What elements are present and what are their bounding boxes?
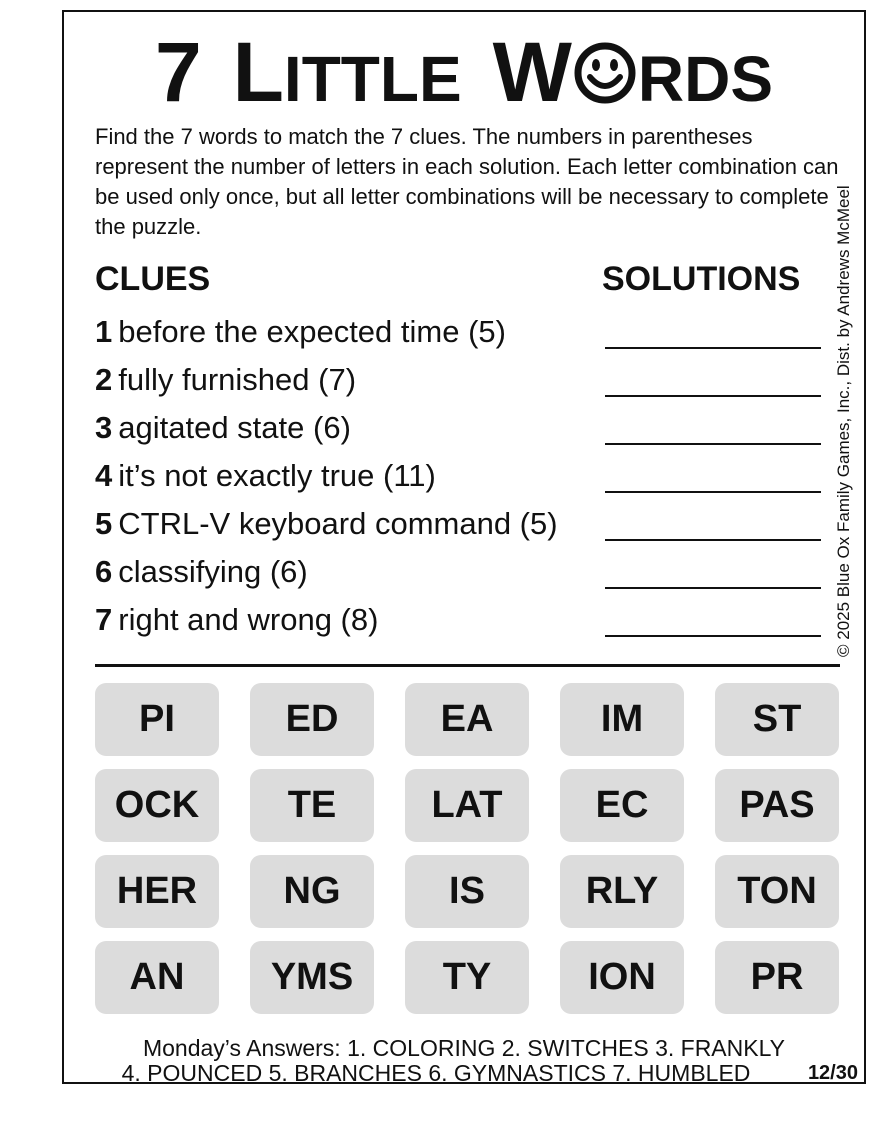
divider-line: [95, 664, 840, 667]
puzzle-title: [64, 25, 864, 119]
letter-tile[interactable]: TON: [715, 855, 839, 928]
clue-2: [95, 362, 356, 398]
clue-3: [95, 410, 351, 446]
instructions-text: Find the 7 words to match the 7 clues. The numbers in parentheses represent the number of letters in each solution. Each letter combination can be used only once, but all letter combinations will be necessary to complete the puzzle.: [95, 124, 839, 239]
letter-tile[interactable]: LAT: [405, 769, 529, 842]
clues-header: CLUES: [95, 260, 211, 298]
letter-tile[interactable]: IS: [405, 855, 529, 928]
letter-tile[interactable]: PR: [715, 941, 839, 1014]
puzzle-frame: [62, 10, 866, 1084]
solution-blank-5[interactable]: [605, 539, 821, 541]
letter-tile[interactable]: HER: [95, 855, 219, 928]
solution-blank-1[interactable]: [605, 347, 821, 349]
solutions-header: SOLUTIONS: [602, 260, 801, 298]
clue-text: CTRL-V keyboard command (5): [118, 506, 558, 541]
clue-text: right and wrong (8): [118, 602, 379, 637]
letter-tile[interactable]: NG: [250, 855, 374, 928]
puzzle-date: 12/30: [807, 1062, 858, 1084]
clue-7: [95, 602, 378, 638]
clue-number: 1: [95, 314, 113, 349]
clue-text: it’s not exactly true (11): [118, 458, 436, 493]
letter-tile[interactable]: EA: [405, 683, 529, 756]
letter-tile[interactable]: RLY: [560, 855, 684, 928]
solution-blank-2[interactable]: [605, 395, 821, 397]
solution-blank-6[interactable]: [605, 587, 821, 589]
clue-1: [95, 314, 506, 350]
clue-text: fully furnished (7): [118, 362, 357, 397]
letter-tile[interactable]: EC: [560, 769, 684, 842]
clue-number: 2: [95, 362, 113, 397]
letter-tile[interactable]: AN: [95, 941, 219, 1014]
solution-blank-3[interactable]: [605, 443, 821, 445]
clue-6: [95, 554, 308, 590]
letter-tile[interactable]: TY: [405, 941, 529, 1014]
letter-tile[interactable]: TE: [250, 769, 374, 842]
letter-tile[interactable]: OCK: [95, 769, 219, 842]
clue-number: 4: [95, 458, 113, 493]
copyright-credit: © 2025 Blue Ox Family Games, Inc., Dist. by Andrews McMeel: [834, 185, 853, 657]
letter-tile[interactable]: ST: [715, 683, 839, 756]
solution-blank-4[interactable]: [605, 491, 821, 493]
title-rds: RDS: [637, 43, 773, 115]
letter-tile[interactable]: IM: [560, 683, 684, 756]
letter-tile[interactable]: YMS: [250, 941, 374, 1014]
solution-blank-7[interactable]: [605, 635, 821, 637]
answers-line-1: Monday’s Answers: 1. COLORING 2. SWITCHES 3. FRANKLY: [142, 1035, 786, 1061]
clue-text: before the expected time (5): [118, 314, 506, 349]
clue-5: [95, 506, 558, 542]
title-ittle: ITTLE: [283, 43, 462, 115]
clue-number: 3: [95, 410, 113, 445]
clue-number: 5: [95, 506, 113, 541]
clue-text: classifying (6): [118, 554, 308, 589]
title-l: L: [232, 25, 284, 119]
answers-line-2: 4. POUNCED 5. BRANCHES 6. GYMNASTICS 7. HUMBLED: [121, 1060, 751, 1086]
previous-answers: [64, 1036, 864, 1086]
clue-number: 6: [95, 554, 113, 589]
letter-tile[interactable]: ED: [250, 683, 374, 756]
clue-4: [95, 458, 436, 494]
title-w: W: [492, 25, 572, 119]
letter-tile[interactable]: ION: [560, 941, 684, 1014]
letter-tile[interactable]: PI: [95, 683, 219, 756]
smiley-face-icon: [573, 41, 637, 105]
clue-text: agitated state (6): [118, 410, 351, 445]
title-numeral: 7: [154, 25, 202, 119]
letter-tile[interactable]: PAS: [715, 769, 839, 842]
clue-number: 7: [95, 602, 113, 637]
